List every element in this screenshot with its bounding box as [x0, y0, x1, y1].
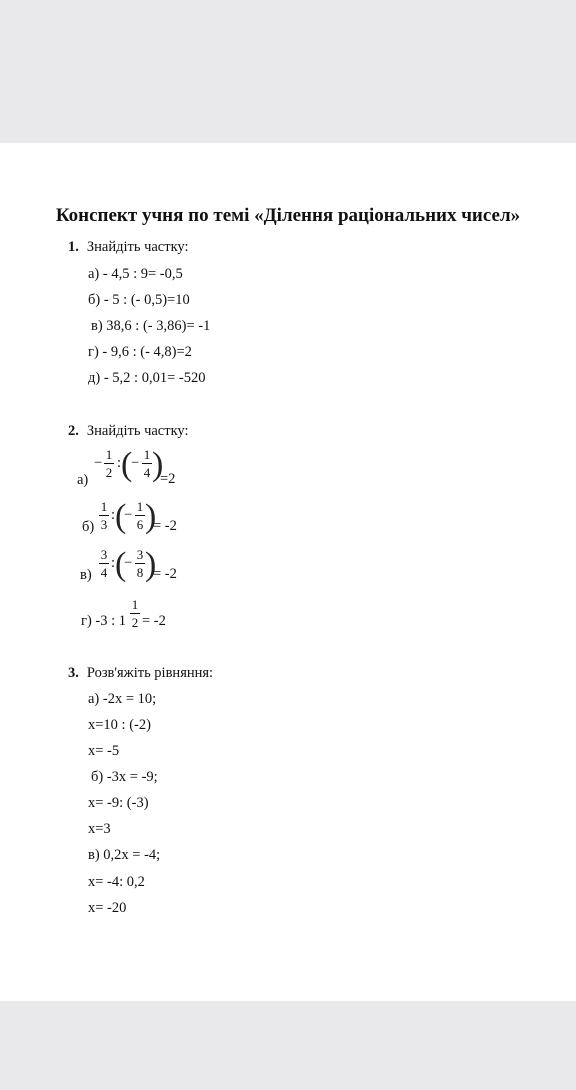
s2b-result: = -2	[153, 518, 177, 534]
s2b-colon: :	[111, 507, 116, 523]
s2a-f1-denominator: 2	[105, 465, 113, 480]
s2c-f1-denominator: 4	[100, 565, 108, 580]
s2b-label: б)	[82, 519, 95, 535]
s3-line-4: б) -3x = -9;	[91, 769, 158, 785]
s2c-label: в)	[80, 567, 92, 583]
s2a-minus-2: −	[131, 455, 140, 471]
s2a-f2-denominator: 4	[143, 465, 151, 480]
s2b-fraction-1	[99, 499, 109, 532]
s2c-fraction-1	[99, 547, 109, 580]
s2a-f2-numerator: 1	[143, 447, 151, 462]
section-3-title: Розв'яжіть рівняння:	[86, 665, 214, 681]
s2b-f1-numerator: 1	[100, 499, 108, 514]
s2c-f2-denominator: 8	[136, 565, 144, 580]
s2b-fraction-2	[135, 499, 145, 532]
s2a-label: а)	[77, 472, 89, 488]
s2c-f1-numerator: 3	[100, 547, 108, 562]
s3-line-2: x=10 : (-2)	[88, 717, 151, 733]
s2c-colon: :	[111, 555, 116, 571]
section-1-number: 1.	[68, 239, 79, 255]
s1-item-b: б) - 5 : (- 0,5)=10	[88, 292, 190, 308]
s3-line-3: x= -5	[88, 743, 120, 759]
s2c-minus: −	[124, 555, 133, 571]
s3-line-1: а) -2x = 10;	[88, 691, 157, 707]
s3-line-9: x= -20	[88, 900, 127, 916]
section-1-title: Знайдіть частку:	[86, 239, 189, 255]
section-2-heading	[68, 423, 189, 440]
s2a-fraction-2	[142, 447, 152, 480]
s2c-result: = -2	[153, 566, 177, 582]
s1-item-a: а) - 4,5 : 9= -0,5	[88, 266, 183, 282]
s2b-right-paren: )	[145, 498, 157, 535]
s1-item-d: г) - 9,6 : (- 4,8)=2	[88, 344, 192, 360]
s3-line-7: в) 0,2x = -4;	[88, 847, 161, 863]
s2d-f-numerator: 1	[131, 597, 139, 612]
section-3-heading	[68, 665, 213, 682]
s3-line-5: x= -9: (-3)	[88, 795, 149, 811]
s2c-f2-numerator: 3	[136, 547, 144, 562]
s2b-minus: −	[124, 507, 133, 523]
s2d-expression: г) -3 : 1	[81, 613, 127, 629]
s2a-colon: :	[117, 455, 122, 471]
s2b-f1-denominator: 3	[100, 517, 108, 532]
s1-item-e: д) - 5,2 : 0,01= -520	[88, 370, 206, 386]
s1-item-c: в) 38,6 : (- 3,86)= -1	[91, 318, 211, 334]
s2a-fraction-1	[104, 447, 114, 480]
section-1-heading	[68, 239, 189, 256]
s2d-result: = -2	[142, 613, 166, 629]
s2a-result: =2	[160, 471, 176, 487]
s2a-left-paren: (	[121, 446, 133, 483]
document-title: Конспект учня по темі «Ділення раціональних чисел»	[55, 205, 521, 226]
s2a-right-paren: )	[152, 446, 164, 483]
s2c-right-paren: )	[145, 546, 157, 583]
s2c-left-paren: (	[115, 546, 127, 583]
document-page	[0, 143, 576, 1001]
s3-line-6: x=3	[88, 821, 111, 837]
s2d-f-denominator: 2	[131, 615, 139, 630]
s2a-f1-numerator: 1	[105, 447, 113, 462]
s2c-fraction-2	[135, 547, 145, 580]
s2b-left-paren: (	[115, 498, 127, 535]
s2b-f2-numerator: 1	[136, 499, 144, 514]
s2a-minus-1: −	[94, 455, 103, 471]
section-2-title: Знайдіть частку:	[86, 423, 189, 439]
s2d-fraction	[130, 597, 140, 630]
s3-line-8: x= -4: 0,2	[88, 874, 145, 890]
section-2-number: 2.	[68, 423, 79, 439]
s2b-f2-denominator: 6	[136, 517, 144, 532]
section-3-number: 3.	[68, 665, 79, 681]
